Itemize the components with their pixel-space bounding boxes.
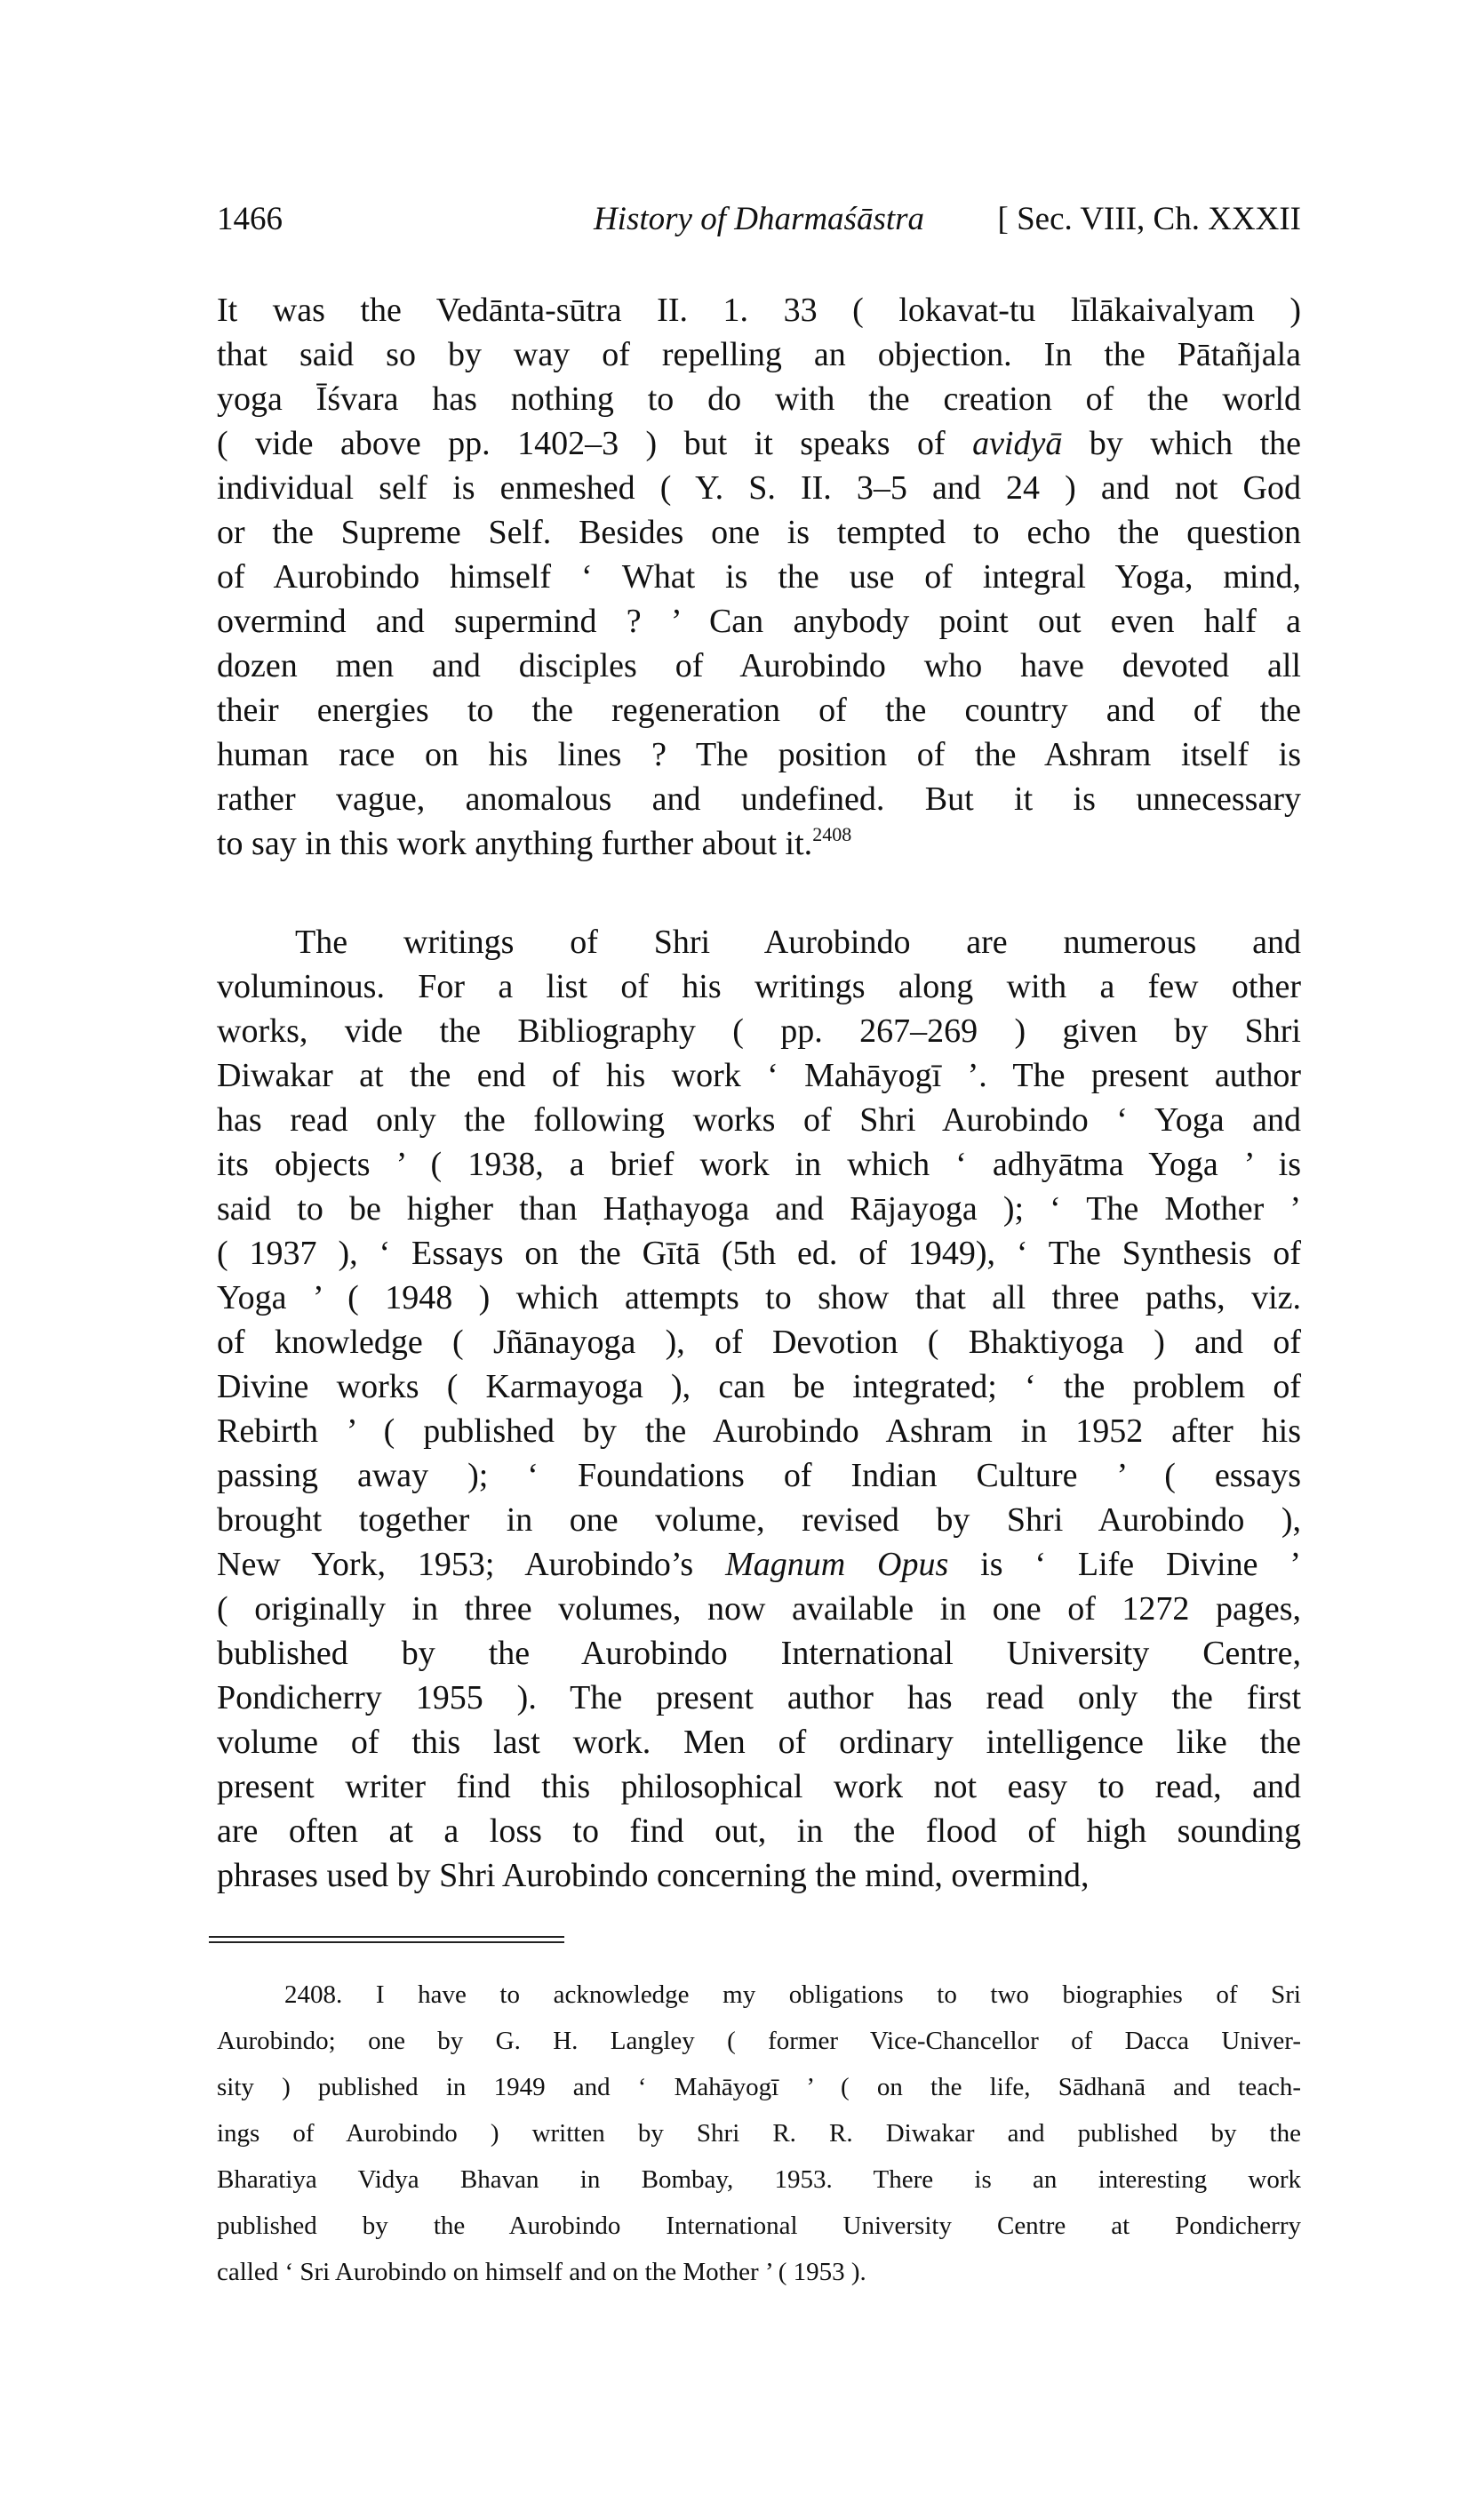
- text-line: bublished by the Aurobindo International University Centre,: [217, 1635, 1301, 1672]
- italic-text: avidyā: [972, 425, 1063, 462]
- text-line: [217, 821, 1301, 866]
- page-number: 1466: [217, 201, 283, 237]
- text-segment: by which the: [1062, 425, 1301, 462]
- text-line: of knowledge ( Jñānayoga ), of Devotion ( Bhaktiyoga ) and of: [217, 1324, 1301, 1361]
- text-line: published by the Aurobindo International University Centre at Pondicherry: [217, 2212, 1301, 2240]
- text-segment: New York, 1953; Aurobindo’s: [217, 1546, 726, 1583]
- text-line: rather vague, anomalous and undefined. But it is unnecessary: [217, 780, 1301, 818]
- section-label: [ Sec. VIII, Ch. XXXII: [997, 201, 1301, 237]
- footnote-reference[interactable]: 2408: [812, 823, 852, 845]
- text-line: Diwakar at the end of his work ‘ Mahāyogī ’. The present author: [217, 1057, 1301, 1094]
- text-line: dozen men and disciples of Aurobindo who have devoted all: [217, 647, 1301, 684]
- text-line: sity ) published in 1949 and ‘ Mahāyogī ’ ( on the life, Sādhanā and teach-: [217, 2073, 1301, 2101]
- text-line: overmind and supermind ? ’ Can anybody point out even half a: [217, 603, 1301, 640]
- text-line: volume of this last work. Men of ordinary intelligence like the: [217, 1724, 1301, 1761]
- text-line: brought together in one volume, revised by Shri Aurobindo ),: [217, 1501, 1301, 1539]
- text-segment: ( vide above pp. 1402–3 ) but it speaks of: [217, 425, 973, 462]
- book-title: History of Dharmaśāstra: [593, 201, 925, 237]
- text-line: individual self is enmeshed ( Y. S. II. 3–5 and 24 ) and not God: [217, 469, 1301, 507]
- text-line: Aurobindo; one by G. H. Langley ( former Vice-Chancellor of Dacca Univer-: [217, 2027, 1301, 2055]
- text-line: ings of Aurobindo ) written by Shri R. R. Diwakar and published by the: [217, 2119, 1301, 2148]
- italic-text: Magnum Opus: [725, 1546, 949, 1583]
- text-line: their energies to the regeneration of the country and of the: [217, 692, 1301, 729]
- text-line: Rebirth ’ ( published by the Aurobindo Ashram in 1952 after his: [217, 1412, 1301, 1450]
- text-line: its objects ’ ( 1938, a brief work in which ‘ adhyātma Yoga ’ is: [217, 1146, 1301, 1183]
- text-line: Yoga ’ ( 1948 ) which attempts to show that all three paths, viz.: [217, 1279, 1301, 1316]
- footnote-2408: [217, 1972, 1301, 2295]
- running-header: [217, 200, 1301, 250]
- text-line: The writings of Shri Aurobindo are numerous and: [295, 924, 1301, 961]
- text-line: works, vide the Bibliography ( pp. 267–269 ) given by Shri: [217, 1012, 1301, 1050]
- text-line: [217, 1542, 1301, 1587]
- text-line: ( 1937 ), ‘ Essays on the Gītā (5th ed. of 1949), ‘ The Synthesis of: [217, 1235, 1301, 1272]
- footnote-separator: [209, 1936, 564, 1943]
- text-line: present writer find this philosophical work not easy to read, and: [217, 1768, 1301, 1805]
- text-line: of Aurobindo himself ‘ What is the use of integral Yoga, mind,: [217, 558, 1301, 596]
- text-segment: to say in this work anything further about it.: [217, 825, 813, 862]
- text-line: human race on his lines ? The position of the Ashram itself is: [217, 736, 1301, 773]
- text-line: Pondicherry 1955 ). The present author has read only the first: [217, 1679, 1301, 1716]
- text-line: called ‘ Sri Aurobindo on himself and on the Mother ’ ( 1953 ).: [217, 2258, 866, 2286]
- text-line: ( originally in three volumes, now available in one of 1272 pages,: [217, 1590, 1301, 1628]
- text-line: [217, 421, 1301, 466]
- text-line: It was the Vedānta-sūtra II. 1. 33 ( lokavat-tu līlākaivalyam ): [217, 292, 1301, 329]
- text-line: has read only the following works of Shri Aurobindo ‘ Yoga and: [217, 1101, 1301, 1139]
- text-line: yoga Īśvara has nothing to do with the creation of the world: [217, 380, 1301, 418]
- text-line: are often at a loss to find out, in the flood of high sounding: [217, 1812, 1301, 1850]
- text-line: phrases used by Shri Aurobindo concerning the mind, overmind,: [217, 1857, 1090, 1894]
- text-line: passing away ); ‘ Foundations of Indian Culture ’ ( essays: [217, 1457, 1301, 1494]
- text-line: said to be higher than Haṭhayoga and Rājayoga ); ‘ The Mother ’: [217, 1190, 1301, 1228]
- text-segment: is ‘ Life Divine ’: [948, 1546, 1301, 1583]
- text-line: that said so by way of repelling an objection. In the Pātañjala: [217, 336, 1301, 373]
- paragraph-2: [217, 920, 1301, 1898]
- text-line: 2408. I have to acknowledge my obligations to two biographies of Sri: [284, 1980, 1301, 2009]
- text-line: or the Supreme Self. Besides one is tempted to echo the question: [217, 514, 1301, 551]
- text-line: Divine works ( Karmayoga ), can be integrated; ‘ the problem of: [217, 1368, 1301, 1405]
- text-line: Bharatiya Vidya Bhavan in Bombay, 1953. There is an interesting work: [217, 2165, 1301, 2194]
- paragraph-1: [217, 288, 1301, 866]
- text-line: voluminous. For a list of his writings along with a few other: [217, 968, 1301, 1005]
